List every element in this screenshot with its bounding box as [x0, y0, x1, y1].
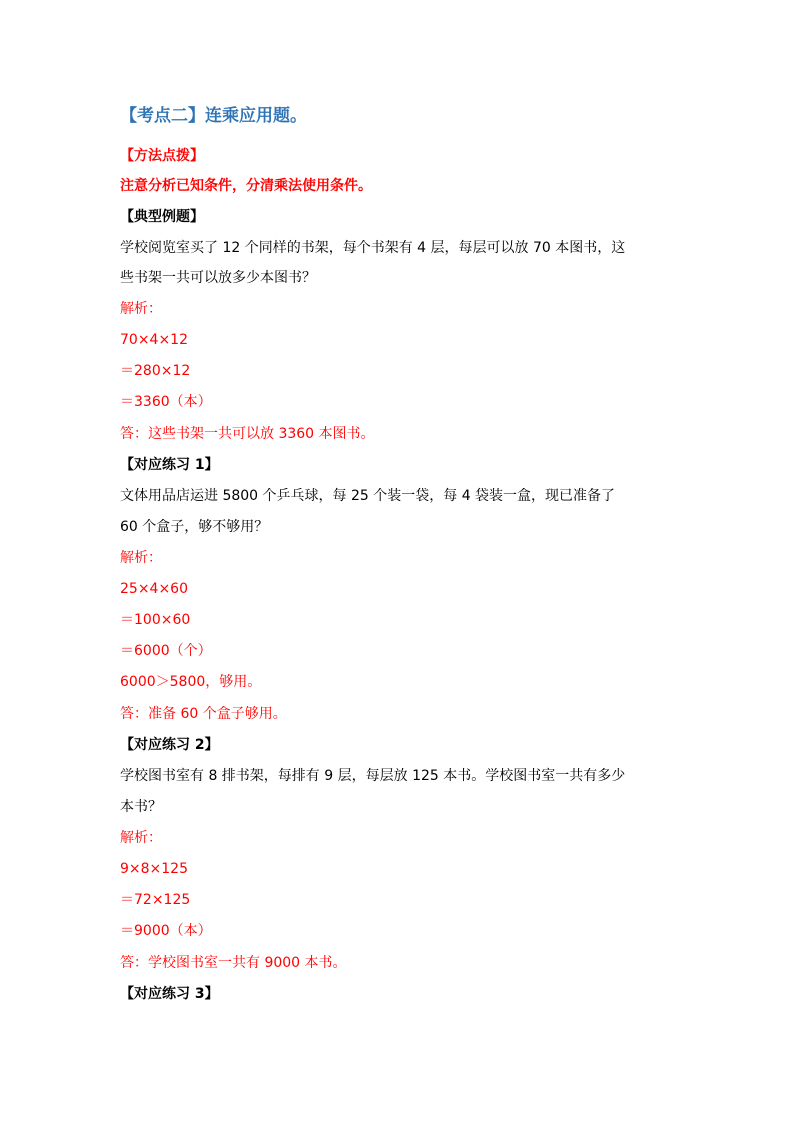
practice1-step-2: ＝100×60 [120, 612, 191, 628]
practice1-step-4: 6000＞5800，够用。 [120, 674, 262, 690]
practice1-step-1: 25×4×60 [120, 581, 188, 597]
practice2-step-3: ＝9000（本） [120, 923, 212, 939]
practice2-analysis-label: 解析： [120, 830, 162, 846]
practice1-question-line-2: 60 个盒子，够不够用？ [120, 519, 269, 535]
practice2-question-line-2: 本书？ [120, 799, 162, 815]
practice1-step-3: ＝6000（个） [120, 643, 212, 659]
section-heading: 【考点二】连乘应用题。 [120, 106, 307, 126]
example-answer: 答：这些书架一共可以放 3360 本图书。 [120, 426, 375, 442]
practice2-question-line-1: 学校图书室有 8 排书架，每排有 9 层，每层放 125 本书。学校图书室一共有多少 [120, 768, 626, 784]
practice1-analysis-label: 解析： [120, 550, 162, 566]
example-question-line-1: 学校阅览室买了 12 个同样的书架，每个书架有 4 层，每层可以放 70 本图书，这 [120, 240, 626, 256]
example-step-1: 70×4×12 [120, 332, 188, 348]
practice2-step-1: 9×8×125 [120, 861, 188, 877]
practice2-label: 【对应练习 2】 [120, 737, 219, 753]
example-label: 【典型例题】 [120, 209, 204, 225]
practice1-label: 【对应练习 1】 [120, 457, 219, 473]
practice2-answer: 答：学校图书室一共有 9000 本书。 [120, 955, 347, 971]
example-step-2: ＝280×12 [120, 363, 191, 379]
method-label: 【方法点拨】 [120, 148, 204, 164]
practice3-label: 【对应练习 3】 [120, 986, 219, 1002]
practice1-answer: 答：准备 60 个盒子够用。 [120, 706, 287, 722]
practice1-question-line-1: 文体用品店运进 5800 个乒乓球，每 25 个装一袋，每 4 袋装一盒，现已准备了 [120, 488, 616, 504]
example-analysis-label: 解析： [120, 301, 162, 317]
example-step-3: ＝3360（本） [120, 394, 212, 410]
example-question-line-2: 些书架一共可以放多少本图书？ [120, 270, 316, 286]
method-text: 注意分析已知条件，分清乘法使用条件。 [120, 178, 372, 194]
practice2-step-2: ＝72×125 [120, 892, 191, 908]
